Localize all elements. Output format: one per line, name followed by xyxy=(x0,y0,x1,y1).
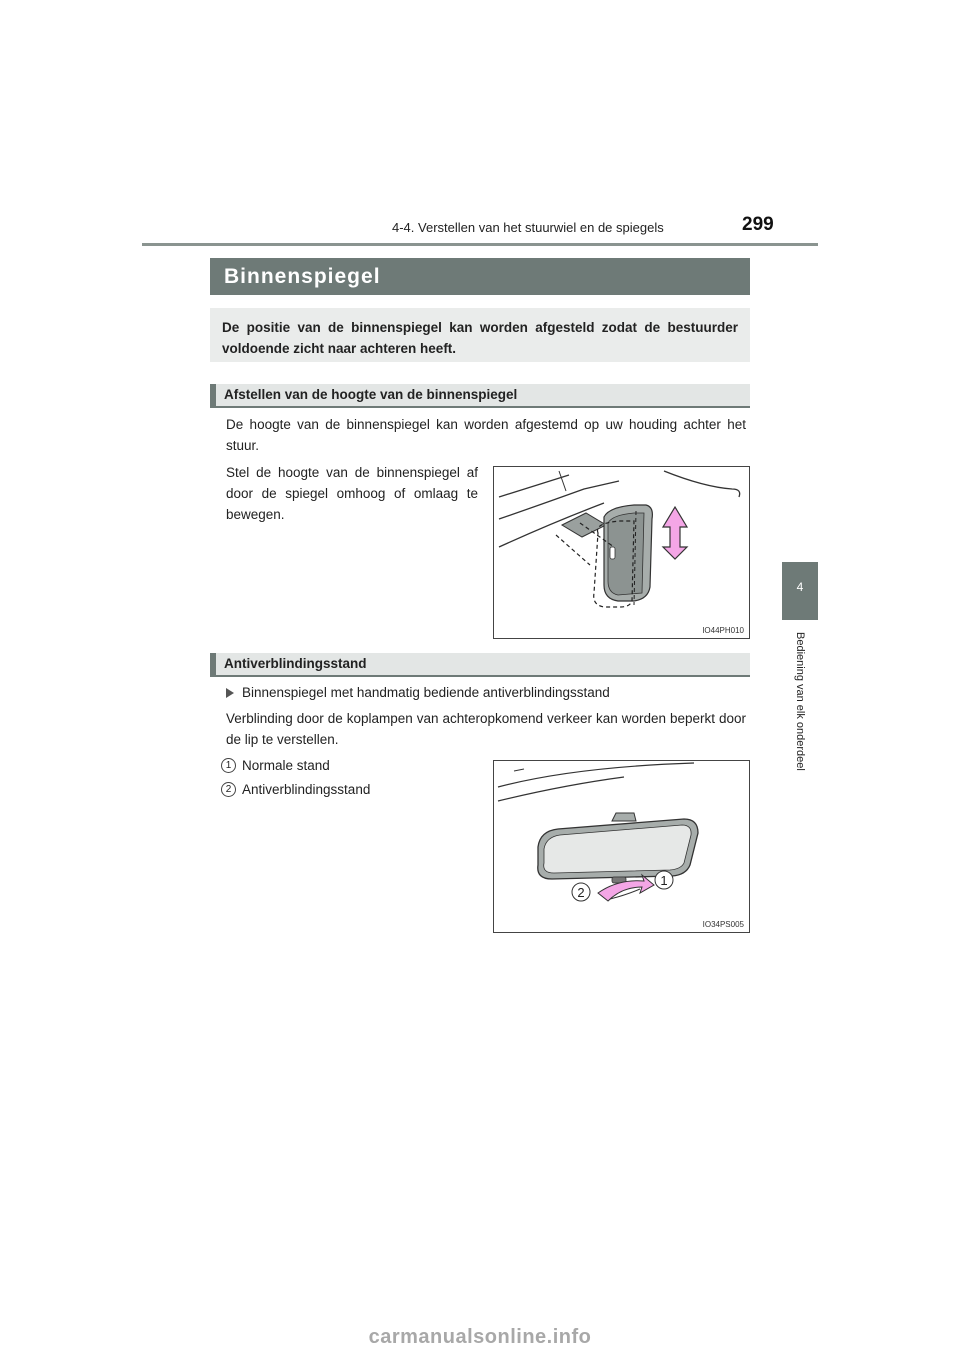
chapter-number: 4 xyxy=(796,580,804,594)
figure-callout-2 xyxy=(572,883,590,901)
figure-code: IO34PS005 xyxy=(702,920,744,929)
figure-code: IO44PH010 xyxy=(702,626,744,635)
page-title: Binnenspiegel xyxy=(210,258,750,295)
mirror-height-illustration xyxy=(494,467,749,638)
section-heading-antiglare: Antiverblindingsstand xyxy=(210,653,750,677)
paragraph-antiglare: Verblinding door de koplampen van achteropkomend verkeer kan worden beperkt door de lip te verstellen. xyxy=(226,711,746,747)
item-label-normal: Normale stand xyxy=(242,758,330,773)
figure-callout-1 xyxy=(655,871,673,889)
page-number: 299 xyxy=(742,214,774,235)
paragraph-height-instruction: Stel de hoogte van de binnenspiegel af door de spiegel omhoog of omlaag te bewegen. xyxy=(226,465,478,522)
figure-mirror-height xyxy=(493,466,750,639)
svg-text:1: 1 xyxy=(660,873,668,888)
svg-text:2: 2 xyxy=(577,885,585,900)
header-section-title: 4-4. Verstellen van het stuurwiel en de spiegels xyxy=(392,220,664,235)
figure-mirror-antiglare xyxy=(493,760,750,933)
item-label-antiglare: Antiverblindingsstand xyxy=(242,782,371,797)
bullet-item: Binnenspiegel met handmatig bediende antiverblindingsstand xyxy=(242,685,610,700)
paragraph-height-intro: De hoogte van de binnenspiegel kan worden afgestemd op uw houding achter het stuur. xyxy=(226,417,746,453)
mirror-antiglare-illustration xyxy=(494,761,749,932)
bullet-triangle-icon xyxy=(226,688,234,698)
header-divider xyxy=(142,243,818,246)
chapter-label xyxy=(792,632,808,832)
chapter-label-text: Bediening van elk onderdeel xyxy=(794,632,806,771)
up-down-arrow-icon xyxy=(663,507,687,559)
item-number-1: 1 xyxy=(221,758,236,773)
watermark: carmanualsonline.info xyxy=(368,1326,592,1348)
chapter-tab xyxy=(782,562,818,620)
section-heading-height: Afstellen van de hoogte van de binnenspiegel xyxy=(210,384,750,408)
item-number-2: 2 xyxy=(221,782,236,797)
intro-box: De positie van de binnenspiegel kan worden afgesteld zodat de bestuurder voldoende zicht naar achteren heeft. xyxy=(210,308,750,362)
